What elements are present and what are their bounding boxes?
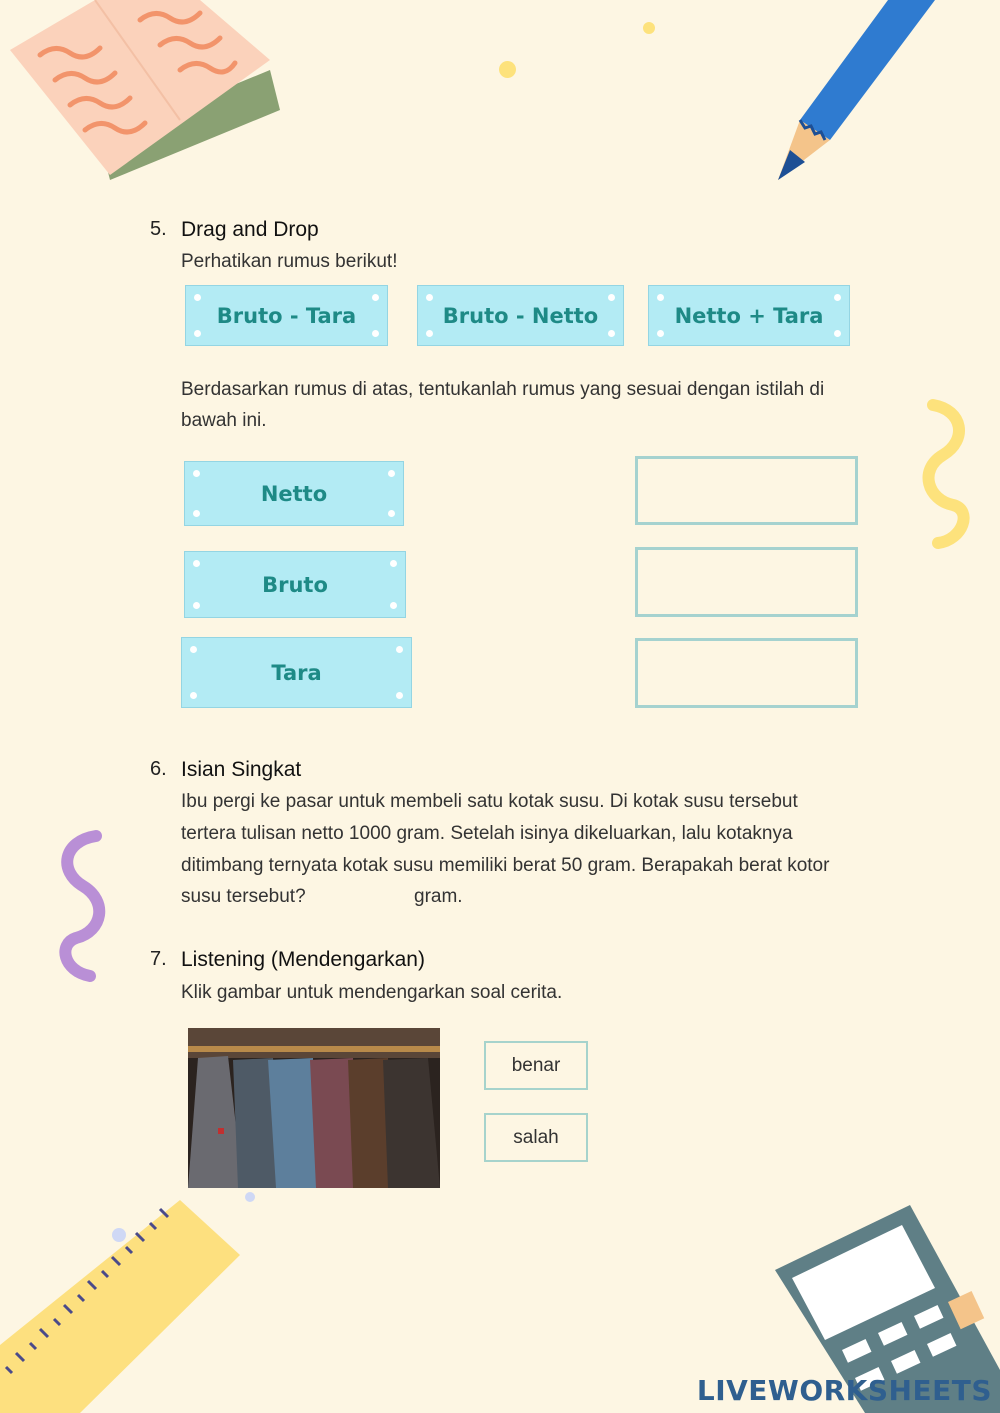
formula-card-bruto-tara[interactable] (185, 285, 388, 346)
squiggle-yellow (918, 395, 973, 555)
ruler-icon (0, 1195, 245, 1413)
term-label: Tara (271, 660, 322, 685)
brand-logo (697, 1374, 992, 1407)
unit-label: gram. (414, 886, 463, 907)
drop-zone-tara[interactable] (635, 638, 858, 708)
question-number: 5. (150, 218, 167, 240)
formula-label: Bruto - Netto (442, 303, 599, 328)
decorative-dot (643, 22, 655, 34)
choice-label: salah (513, 1126, 559, 1148)
question-title: Drag and Drop (181, 218, 319, 241)
question-number: 7. (150, 948, 167, 970)
choice-label: benar (511, 1054, 561, 1076)
pencil-icon (770, 0, 940, 185)
term-card-netto (184, 461, 404, 526)
term-card-bruto (184, 551, 406, 618)
question-text: ditimbang ternyata kotak susu memiliki berat 50 gram. Berapakah berat kotor (181, 855, 830, 876)
decorative-dot (499, 61, 516, 78)
question-title: Listening (Mendengarkan) (181, 948, 425, 971)
book-icon (0, 0, 290, 195)
brand-text: LIVEWORKSHEETS (696, 1374, 992, 1407)
term-card-tara (181, 637, 412, 708)
drop-zone-bruto[interactable] (635, 547, 858, 617)
choice-salah[interactable] (484, 1113, 588, 1162)
instruction-text: Perhatikan rumus berikut! (181, 251, 398, 272)
audio-image-jackets[interactable] (188, 1028, 440, 1188)
term-label: Bruto (262, 572, 328, 597)
instruction-text: Klik gambar untuk mendengarkan soal cerita. (181, 982, 563, 1003)
term-label: Netto (260, 481, 328, 506)
answer-input[interactable] (318, 884, 412, 912)
question-number: 6. (150, 758, 167, 780)
drop-zone-netto[interactable] (635, 456, 858, 525)
question-text: Ibu pergi ke pasar untuk membeli satu kotak susu. Di kotak susu tersebut (181, 791, 798, 812)
choice-benar[interactable] (484, 1041, 588, 1090)
squiggle-purple (58, 826, 113, 986)
jackets-picture (188, 1028, 440, 1188)
formula-label: Netto + Tara (674, 303, 824, 328)
formula-card-bruto-netto[interactable] (417, 285, 624, 346)
question-title: Isian Singkat (181, 758, 302, 781)
prompt-text: bawah ini. (181, 410, 267, 431)
prompt-text: Berdasarkan rumus di atas, tentukanlah rumus yang sesuai dengan istilah di (181, 379, 825, 400)
formula-card-netto-tara[interactable] (648, 285, 850, 346)
formula-label: Bruto - Tara (216, 303, 357, 328)
question-text: susu tersebut? (181, 886, 306, 907)
decorative-dot (245, 1192, 255, 1202)
question-text: tertera tulisan netto 1000 gram. Setelah isinya dikeluarkan, lalu kotaknya (181, 823, 793, 844)
